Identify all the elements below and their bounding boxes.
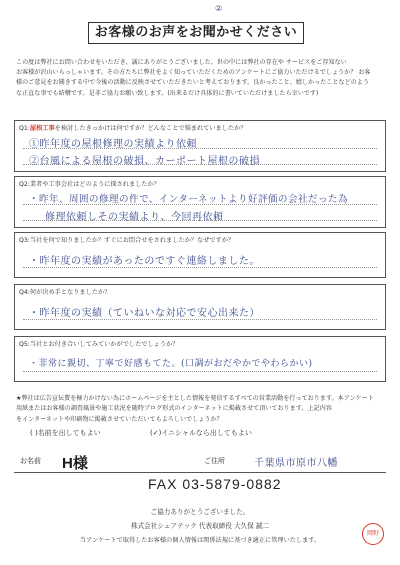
intro-line: お客様が沢山いらっしゃいます。その方たちに弊社をよく知っていただくためのアンケートにご協力いただけるでしょうか？ お客 <box>16 69 371 77</box>
publication-notice <box>16 394 386 425</box>
question-1-answer-1: ①昨年度の屋根修理の実績より依頼 <box>29 139 197 150</box>
name-value: H様 <box>62 455 88 472</box>
question-3-box <box>14 232 386 278</box>
address-value: 千葉県市原市八幡 <box>254 458 338 469</box>
question-4-label: Q4:何が決め手となりましたか？ <box>19 289 111 296</box>
notice-line: 用紙またはお客様の調査風景や施工状況を随時ブログ形式のインターネットに掲載させて頂いております。上記内容 <box>16 405 332 413</box>
question-3-answer: ・昨年度の実績があったのですぐ連絡しました。 <box>29 256 260 267</box>
question-3-label: Q3:当社を何で知りましたか？すぐにお問合せをされましたか？なぜですか？ <box>19 237 235 244</box>
question-2-label: Q2:業者や工事会社はどのように探されましたか？ <box>19 181 160 188</box>
intro-line: な正直な事でも結構です。是非ご協力お願い致します。(出来るだけ具体的に書いていただけましたら幸いです) <box>16 89 319 97</box>
address-label: ご住所 <box>204 457 225 465</box>
circled-number-annotation: ② <box>215 4 223 13</box>
question-5-answer: ・非常に親切、丁寧で好感もてた。(口調がおだやかでやわらかい) <box>29 359 313 369</box>
name-address-row <box>14 452 386 473</box>
company-text: 株式会社シェアテック 代表取締役 大久保 誠二 <box>130 522 270 530</box>
notice-line: ★弊社は広告宣伝費を極力かけない為にホームページを主とした情報を発信するすべての営業活動を行っております。本アンケート <box>16 395 374 402</box>
thanks-text: ご協力ありがとうございました。 <box>150 508 250 516</box>
question-2-box <box>14 176 386 228</box>
notice-line: をインターネットや印刷物に掲載させていただいてもよろしいでしょうか？ <box>16 415 223 423</box>
question-5-label: Q5:当社とお付き合いしてみていかがでしたでしょうか？ <box>19 341 179 348</box>
question-4-box <box>14 284 386 330</box>
intro-text <box>16 58 386 99</box>
option-name-ok[interactable]: ( )名前を出してもよい <box>30 429 101 437</box>
question-2-answer-2: 修理依頼しその実績より、今回再依頼 <box>45 212 224 223</box>
question-1-answer-2: ②台風による屋根の破損、カーポート屋根の破損 <box>29 156 260 167</box>
question-2-answer-1: ・昨年、周囲の修理の件で、インターネットより好評価の会社だった為 <box>29 194 348 205</box>
fax-number: FAX 03-5879-0882 <box>148 476 282 492</box>
question-5-box <box>14 336 386 382</box>
question-4-answer: ・昨年度の実績（ていねいな対応で安心出来た） <box>29 308 260 319</box>
survey-title: お客様のお声をお聞かせください <box>88 22 304 44</box>
option-initial-ok[interactable]: (✓)イニシャルなら出してもよい <box>150 429 252 437</box>
privacy-text: 当アンケートで取得したお客様の個人情報は関係法規に基づき適正に管理いたします。 <box>79 537 321 544</box>
question-1-label: Q1:屋根工事を検討したきっかけは何ですか？どんなことで悩まれていましたか？ <box>19 125 247 132</box>
question-1-box <box>14 120 386 172</box>
name-label: お名前 <box>20 457 41 465</box>
intro-line: 様のご意見をお聞きする中で今後の活動に反映させていただきたいと考えております。良かったこと、嬉しかったことなどのよう <box>16 79 369 87</box>
intro-line: この度は弊社にお問い合わせをいただき、誠にありがとうございました。世の中には弊社の存在や サービスをご存知ない <box>16 59 347 66</box>
seal-stamp: 岡野 <box>362 523 384 545</box>
